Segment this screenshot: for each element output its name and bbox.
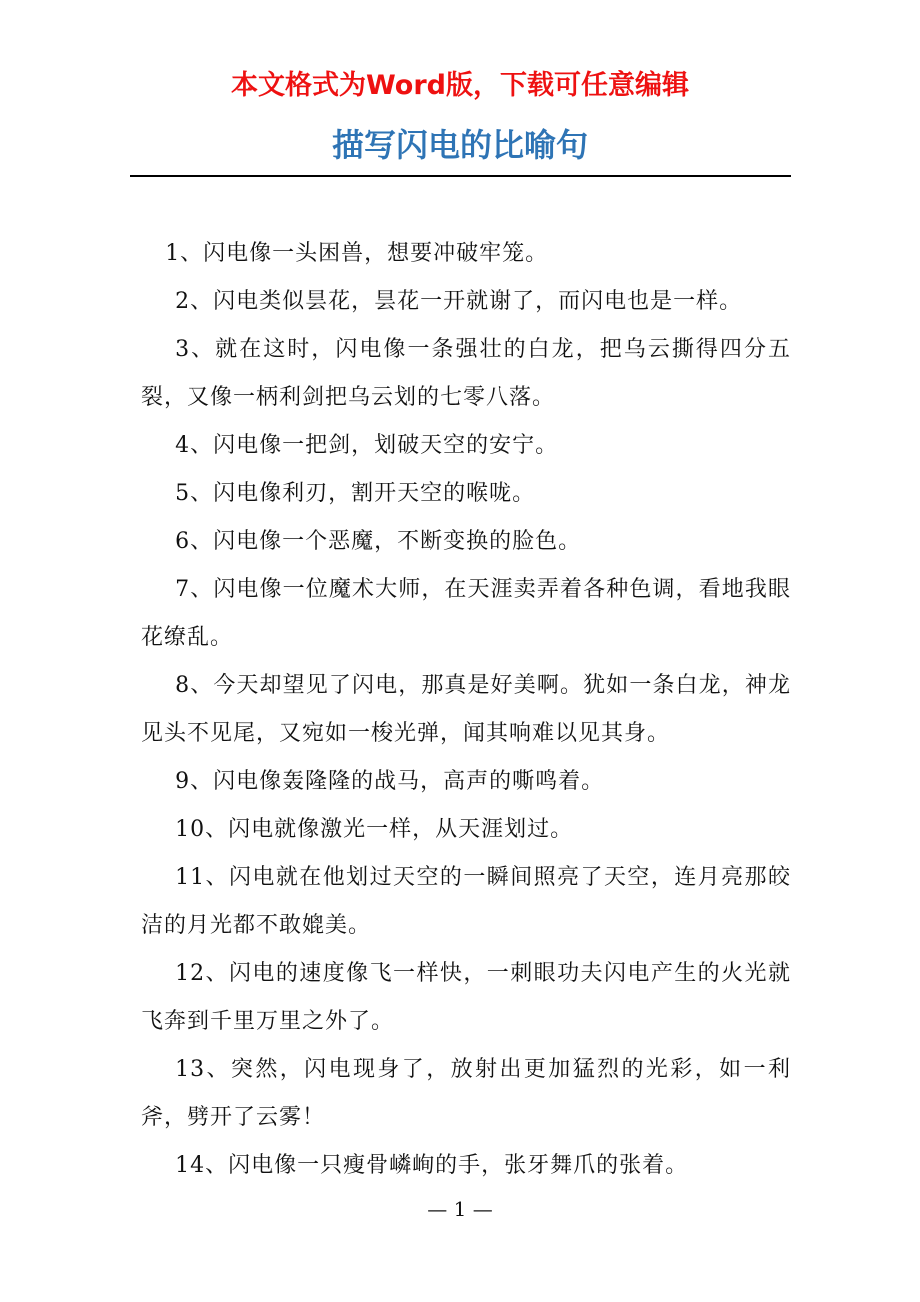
- paragraph-3: 3、就在这时，闪电像一条强壮的白龙，把乌云撕得四分五裂，又像一柄利剑把乌云划的七零八落。: [141, 337, 791, 410]
- page-title: 描写闪电的比喻句: [331, 126, 588, 164]
- document-body: [141, 230, 791, 1190]
- paragraph-5: 5、闪电像利刃，割开天空的喉咙。: [175, 481, 536, 506]
- paragraph-12: 12、闪电的速度像飞一样快，一刺眼功夫闪电产生的火光就飞奔到千里万里之外了。: [141, 961, 791, 1034]
- paragraph-13: 13、突然，闪电现身了，放射出更加猛烈的光彩，如一利斧，劈开了云雾！: [141, 1057, 791, 1130]
- paragraph-8: 8、今天却望见了闪电，那真是好美啊。犹如一条白龙，神龙见头不见尾，又宛如一梭光弹，闻其响难以见其身。: [141, 673, 791, 746]
- paragraph-14: 14、闪电像一只瘦骨嶙峋的手，张牙舞爪的张着。: [175, 1153, 689, 1178]
- page-number: — 1 —: [427, 1197, 493, 1221]
- paragraph-10: 10、闪电就像激光一样，从天涯划过。: [175, 817, 574, 842]
- paragraph-1: 1、闪电像一头困兽，想要冲破牢笼。: [165, 241, 549, 266]
- paragraph-6: 6、闪电像一个恶魔，不断变换的脸色。: [175, 529, 582, 554]
- title-divider: [130, 175, 791, 177]
- paragraph-4: 4、闪电像一把剑，划破天空的安宁。: [175, 433, 559, 458]
- paragraph-11: 11、闪电就在他划过天空的一瞬间照亮了天空，连月亮那皎洁的月光都不敢媲美。: [141, 865, 791, 938]
- paragraph-2: 2、闪电类似昙花，昙花一开就谢了，而闪电也是一样。: [175, 289, 743, 314]
- paragraph-9: 9、闪电像轰隆隆的战马，高声的嘶鸣着。: [175, 769, 605, 794]
- format-notice: 本文格式为Word版，下载可任意编辑: [230, 70, 689, 101]
- paragraph-7: 7、闪电像一位魔术大师，在天涯卖弄着各种色调，看地我眼花缭乱。: [141, 577, 791, 650]
